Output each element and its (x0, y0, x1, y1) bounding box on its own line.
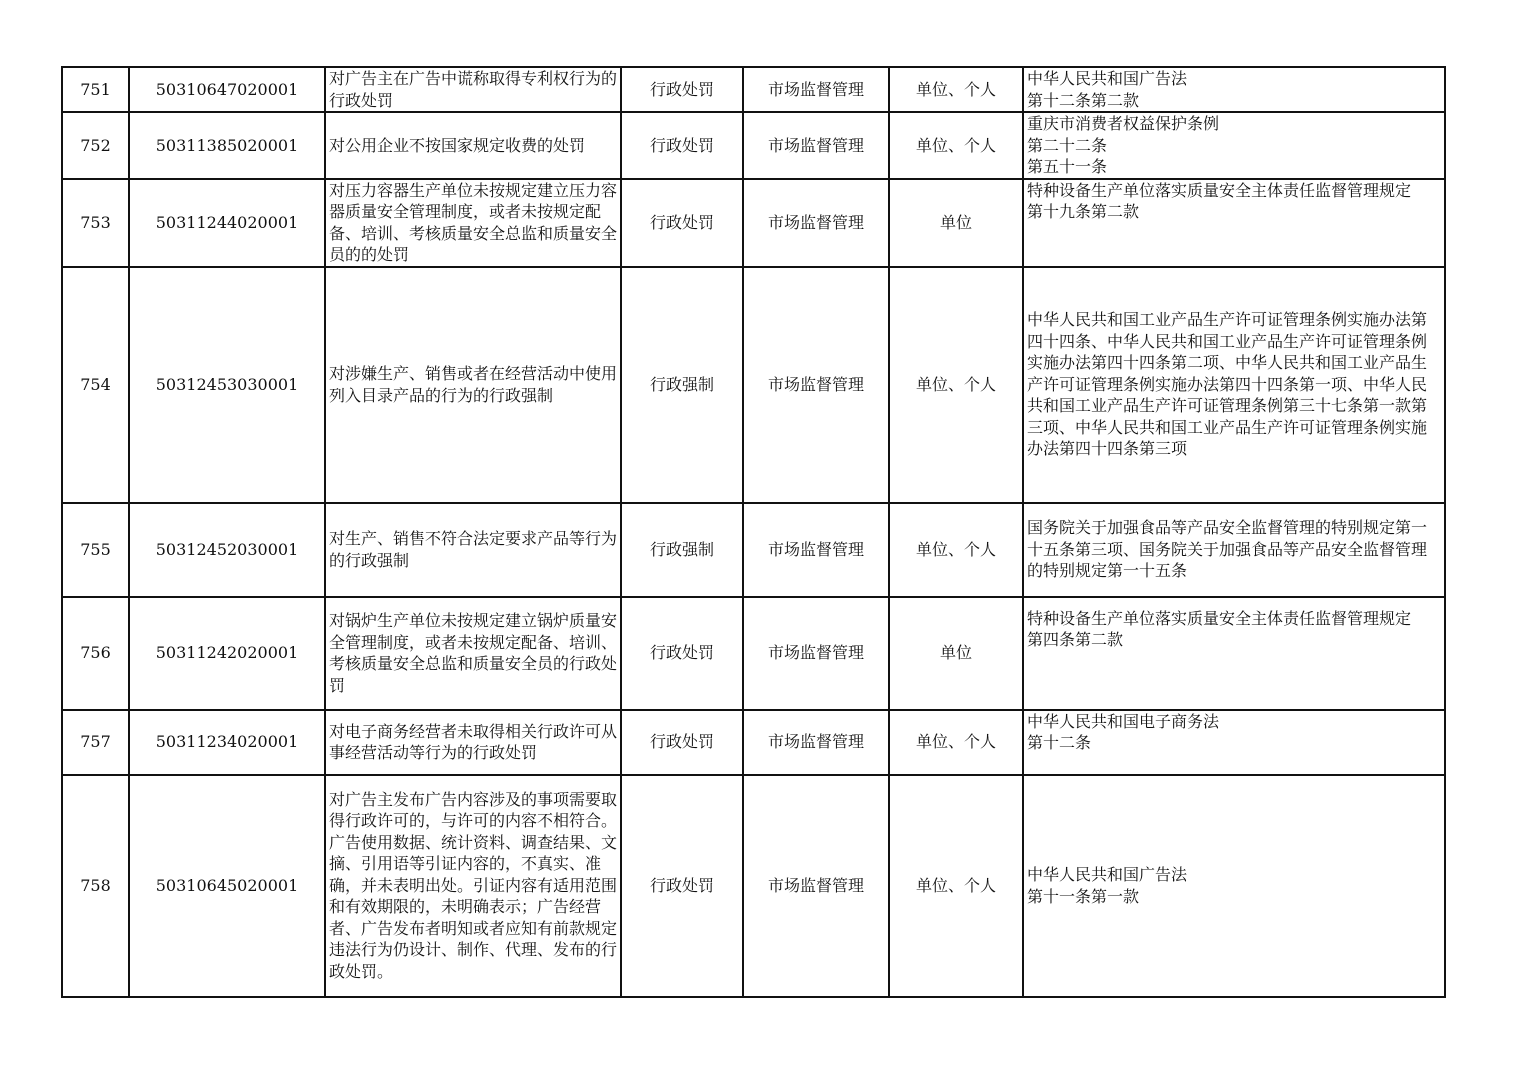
item-category: 行政处罚 (621, 67, 743, 112)
basis-line: 第五十一条 (1027, 157, 1108, 176)
basis-line: 中华人民共和国广告法 (1027, 69, 1188, 88)
basis-line: 中华人民共和国工业产品生产许可证管理条例实施办法第四十四条、中华人民共和国工业产品生产许可证管理条例实施办法第四十四条第二项、中华人民共和国工业产品生产许可证管理条例实施办法第四十四条第一项、中华人民共和国工业产品生产许可证管理条例第三十七条第一款第三项、中华人民共和国工业产品生产许可证管理条例实施办法第四十四条第三项 (1027, 310, 1428, 459)
item-name: 对生产、销售不符合法定要求产品等行为的行政强制 (325, 503, 621, 597)
item-legal-basis (1023, 503, 1445, 597)
item-subject: 单位、个人 (889, 67, 1023, 112)
item-department: 市场监督管理 (743, 710, 889, 775)
item-department: 市场监督管理 (743, 503, 889, 597)
basis-line: 国务院关于加强食品等产品安全监督管理的特别规定第一十五条第三项、国务院关于加强食品等产品安全监督管理的特别规定第一十五条 (1027, 518, 1428, 581)
basis-line: 重庆市消费者权益保护条例 (1027, 114, 1220, 133)
row-number: 755 (62, 503, 129, 597)
item-name: 对涉嫌生产、销售或者在经营活动中使用列入目录产品的行为的行政强制 (325, 267, 621, 503)
item-code: 50311385020001 (129, 112, 325, 179)
row-number: 757 (62, 710, 129, 775)
item-legal-basis (1023, 710, 1445, 775)
item-code: 50312453030001 (129, 267, 325, 503)
item-legal-basis (1023, 267, 1445, 503)
row-number: 753 (62, 179, 129, 267)
row-number: 756 (62, 597, 129, 710)
item-name: 对压力容器生产单位未按规定建立压力容器质量安全管理制度，或者未按规定配备、培训、考核质量安全总监和质量安全员的的处罚 (325, 179, 621, 267)
basis-line: 特种设备生产单位落实质量安全主体责任监督管理规定 (1027, 180, 1412, 200)
table-row (62, 179, 1445, 267)
table-row (62, 503, 1445, 597)
item-category: 行政强制 (621, 267, 743, 503)
table-row (62, 267, 1445, 503)
item-name: 对公用企业不按国家规定收费的处罚 (325, 112, 621, 179)
item-category: 行政强制 (621, 503, 743, 597)
table-row (62, 710, 1445, 775)
item-department: 市场监督管理 (743, 67, 889, 112)
item-name: 对锅炉生产单位未按规定建立锅炉质量安全管理制度，或者未按规定配备、培训、考核质量安全总监和质量安全员的行政处罚 (325, 597, 621, 710)
item-code: 50310647020001 (129, 67, 325, 112)
basis-line: 中华人民共和国广告法 (1027, 865, 1188, 884)
item-code: 50311242020001 (129, 597, 325, 710)
basis-line: 第四条第二款 (1027, 630, 1124, 649)
basis-line: 第十一条第一款 (1027, 886, 1140, 906)
table-row (62, 597, 1445, 710)
item-subject: 单位 (889, 597, 1023, 710)
item-category: 行政处罚 (621, 597, 743, 710)
item-legal-basis (1023, 597, 1445, 710)
item-subject: 单位、个人 (889, 710, 1023, 775)
basis-line: 第十二条第二款 (1027, 90, 1140, 110)
basis-line: 中华人民共和国电子商务法 (1027, 711, 1220, 731)
item-department: 市场监督管理 (743, 267, 889, 503)
item-subject: 单位、个人 (889, 112, 1023, 179)
item-category: 行政处罚 (621, 112, 743, 179)
basis-line: 第十二条 (1027, 733, 1092, 752)
item-code: 50312452030001 (129, 503, 325, 597)
item-category: 行政处罚 (621, 775, 743, 997)
item-subject: 单位、个人 (889, 267, 1023, 503)
item-category: 行政处罚 (621, 179, 743, 267)
item-department: 市场监督管理 (743, 775, 889, 997)
item-legal-basis (1023, 179, 1445, 267)
item-department: 市场监督管理 (743, 597, 889, 710)
row-number: 758 (62, 775, 129, 997)
item-legal-basis (1023, 67, 1445, 112)
item-name: 对电子商务经营者未取得相关行政许可从事经营活动等行为的行政处罚 (325, 710, 621, 775)
row-number: 752 (62, 112, 129, 179)
item-department: 市场监督管理 (743, 112, 889, 179)
item-subject: 单位 (889, 179, 1023, 267)
item-code: 50311234020001 (129, 710, 325, 775)
power-list-table (61, 66, 1446, 998)
item-name: 对广告主在广告中谎称取得专利权行为的行政处罚 (325, 67, 621, 112)
basis-line: 第二十二条 (1027, 135, 1108, 155)
table-row (62, 112, 1445, 179)
item-name: 对广告主发布广告内容涉及的事项需要取得行政许可的，与许可的内容不相符合。广告使用数据、统计资料、调查结果、文摘、引用语等引证内容的，不真实、准确，并未表明出处。引证内容有适用范围和有效期限的，未明确表示；广告经营者、广告发布者明知或者应知有前款规定违法行为仍设计、制作、代理、发布的行政处罚。 (325, 775, 621, 997)
item-department: 市场监督管理 (743, 179, 889, 267)
item-subject: 单位、个人 (889, 775, 1023, 997)
item-legal-basis (1023, 112, 1445, 179)
item-legal-basis (1023, 775, 1445, 997)
item-code: 50310645020001 (129, 775, 325, 997)
item-subject: 单位、个人 (889, 503, 1023, 597)
table-row (62, 775, 1445, 997)
item-category: 行政处罚 (621, 710, 743, 775)
basis-line: 特种设备生产单位落实质量安全主体责任监督管理规定 (1027, 608, 1412, 628)
basis-line: 第十九条第二款 (1027, 202, 1140, 221)
item-code: 50311244020001 (129, 179, 325, 267)
table-row (62, 67, 1445, 112)
row-number: 751 (62, 67, 129, 112)
row-number: 754 (62, 267, 129, 503)
